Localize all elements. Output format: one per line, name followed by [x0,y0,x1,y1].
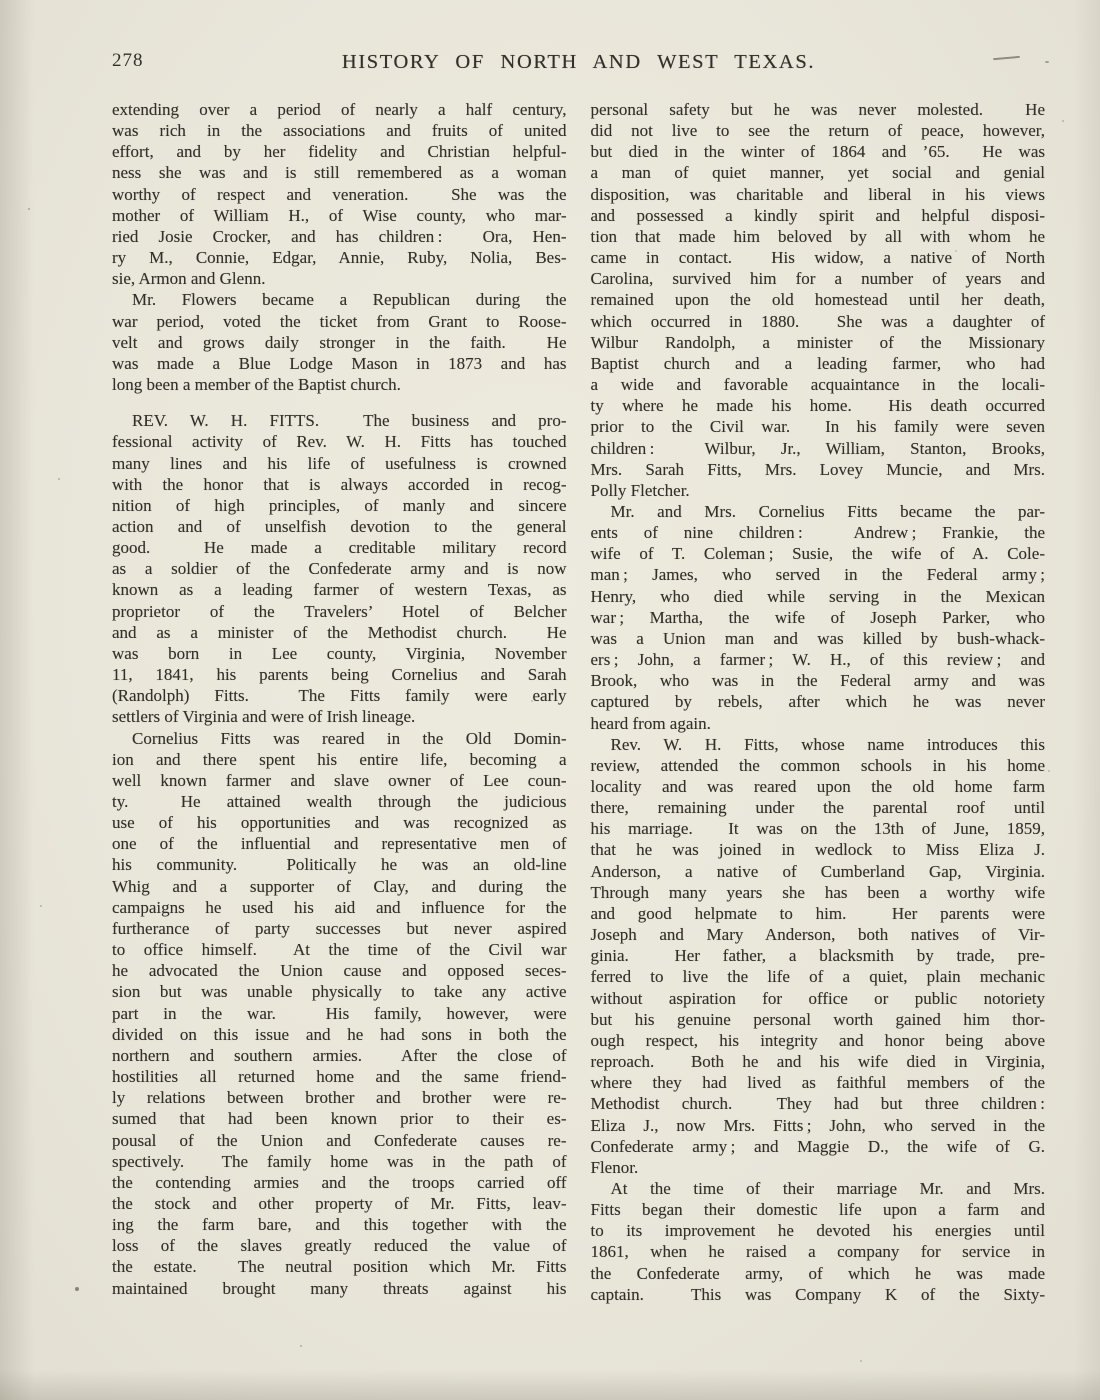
text-line: tion that made him beloved by all with whom he [590,226,1045,246]
text-line: where they had lived as faithful members of the [590,1073,1045,1093]
text-line: REV. W. H. FITTS. The business and pro- [132,411,567,431]
text-line: ried Josie Crocker, and has children : Ora, Hen- [112,226,567,246]
text-columns [112,99,1045,1305]
text-line: a man of quiet manner, yet social and genial [590,163,1045,183]
text-line: to office himself. At the time of the Civil war [112,940,567,960]
paragraph [591,1178,1046,1305]
text-line: ers ; John, a farmer ; W. H., of this review ; and [590,650,1045,670]
text-line: good. He made a creditable military record [112,538,567,558]
paragraph [591,99,1046,501]
text-line: war period, voted the ticket from Grant to Roose- [112,311,567,331]
text-line: Fitts began their domestic life upon a farm and [590,1200,1045,1220]
text-line: hostilities all returned home and the same friend- [112,1067,567,1087]
text-line: proprietor of the Travelers’ Hotel of Belcher [112,601,567,621]
text-line: Eliza J., now Mrs. Fitts ; John, who served in the [590,1115,1045,1135]
text-line: Carolina, survived him for a number of years and [590,269,1045,289]
text-line: disposition, was charitable and liberal in his views [590,184,1045,204]
text-line: Confederate army ; and Maggie D., the wife of G. [590,1136,1045,1156]
text-line: Wilbur Randolph, a minister of the Missionary [590,332,1045,352]
page-number: 278 [112,50,144,71]
text-line: reproach. Both he and his wife died in Virginia, [590,1052,1045,1072]
text-line: sion but was unable physically to take any active [112,982,567,1002]
text-line: with the honor that is always accorded in recog- [112,474,567,494]
text-line: remained upon the old homestead until her death, [590,290,1045,310]
text-line: Rev. W. H. Fitts, whose name introduces this [610,734,1045,754]
text-line: and possessed a kindly spirit and helpful disposi- [590,205,1045,225]
text-line: worthy of respect and veneration. She was the [112,184,567,204]
text-line: ferred to live the life of a quiet, plain mechanic [590,967,1045,987]
text-line: Whig and a supporter of Clay, and during the [112,876,567,896]
running-title: HISTORY OF NORTH AND WEST TEXAS. [341,51,816,73]
text-line: captain. This was Company K of the Sixty- [590,1284,1045,1304]
text-line: children : Wilbur, Jr., William, Stanton, Brooks, [590,438,1045,458]
text-line: known as a leading farmer of western Texas, as [112,580,567,600]
text-line: and as a minister of the Methodist church. He [112,622,567,642]
text-line: extending over a period of nearly a half century, [112,100,567,119]
text-line: Flenor. [590,1157,639,1177]
text-line: 1861, when he raised a company for service in [590,1242,1045,1262]
text-line: campaigns he used his aid and influence for the [112,897,567,917]
text-line: many lines and his life of usefulness is crowned [112,453,567,473]
text-line: there, remaining under the parental roof until [590,798,1045,818]
text-line: Mrs. Sarah Fitts, Mrs. Lovey Muncie, and Mrs. [590,459,1045,479]
text-line: fessional activity of Rev. W. H. Fitts has touched [112,432,567,452]
text-line: mother of William H., of Wise county, who mar- [112,205,567,225]
column-right [591,99,1046,1305]
text-line: locality and was reared upon the old home farm [590,777,1045,796]
text-line: man ; James, who served in the Federal army ; [590,565,1045,585]
text-line: the stock and other property of Mr. Fitts, leav- [112,1193,567,1213]
text-line: was rich in the associations and fruits of united [112,121,567,141]
text-line: action and of unselfish devotion to the general [112,516,567,536]
text-line: Mr. Flowers became a Republican during the [132,290,567,310]
text-line: long been a member of the Baptist church. [112,375,401,395]
text-line: pousal of the Union and Confederate causes re- [112,1130,567,1150]
text-line: his marriage. It was on the 13th of June, 1859, [590,819,1045,839]
text-line: he advocated the Union cause and opposed seces- [112,961,567,981]
text-line: Polly Fletcher. [590,480,690,500]
text-line: 11, 1841, his parents being Cornelius and Sarah [112,665,567,685]
text-line: as a soldier of the Confederate army and is now [112,559,567,579]
text-line: ough respect, his integrity and honor being above [590,1030,1045,1050]
text-line: ion and there spent his entire life, becoming a [112,749,567,769]
text-line: without aspiration for office or public notoriety [590,988,1045,1008]
paragraph [112,410,567,727]
text-line: velt and grows daily stronger in the faith. He [112,332,567,352]
paragraph [112,728,567,1299]
text-line: maintained brought many threats against his [112,1278,567,1298]
text-line: northern and southern armies. After the close of [112,1045,567,1065]
paper-specks-artifact [0,0,2,2]
text-line: settlers of Virginia and were of Irish lineage. [112,707,416,727]
text-line: ents of nine children : Andrew ; Frankie, the [590,523,1045,543]
text-line: that he was joined in wedlock to Miss Eliza J. [590,840,1045,860]
text-line: Brook, who was in the Federal army and was [590,671,1045,691]
text-line: did not live to see the return of peace, however, [590,121,1045,141]
text-line: the estate. The neutral position which Mr. Fitts [112,1257,567,1277]
text-line: ing the farm bare, and this together with the [112,1215,567,1235]
text-line: ginia. Her father, a blacksmith by trade, pre- [590,946,1045,966]
text-line: Through many years she has been a worthy wife [590,882,1045,902]
text-line: his community. Politically he was an old-line [112,855,567,875]
text-line: was made a Blue Lodge Mason in 1873 and has [112,353,567,373]
text-line: the contending armies and the troops carried off [112,1172,567,1192]
column-left [112,99,567,1305]
text-line: spectively. The family home was in the path of [112,1151,567,1171]
text-line: use of his opportunities and was recognized as [112,813,567,833]
text-line: war ; Martha, the wife of Joseph Parker, who [590,607,1045,627]
paragraph [591,734,1046,1178]
text-line: was born in Lee county, Virginia, November [112,643,567,663]
text-line: captured by rebels, after which he was never [590,692,1045,712]
text-line: wife of T. Coleman ; Susie, the wife of A. Cole- [590,544,1045,564]
text-line: Baptist church and a leading farmer, who had [590,353,1045,373]
pencil-dot-artifact [1045,61,1049,63]
text-line: which occurred in 1880. She was a daughter of [590,311,1045,331]
text-line: furtherance of party successes but never aspired [112,918,567,938]
text-line: sie, Armon and Glenn. [112,269,266,289]
text-line: effort, and by her fidelity and Christian helpful- [112,142,567,162]
text-line: loss of the slaves greatly reduced the value of [112,1236,567,1256]
text-line: came in contact. His widow, a native of North [590,248,1045,268]
text-line: review, attended the common schools in his home [590,755,1045,775]
text-line: Joseph and Mary Anderson, both natives of Vir- [590,925,1045,945]
text-line: personal safety but he was never molested. He [590,100,1045,119]
text-line: ty. He attained wealth through the judicious [112,792,567,811]
text-line: ty where he made his home. His death occurred [590,396,1045,416]
text-line: part in the war. His family, however, were [112,1003,567,1023]
text-line: but died in the winter of 1864 and ’65. He was [590,142,1045,162]
text-line: to its improvement he devoted his energies until [590,1221,1045,1241]
text-line: ly relations between brother and brother were re- [112,1088,567,1108]
text-line: and good helpmate to him. Her parents were [590,903,1045,923]
text-line: sumed that had been known prior to their es- [112,1109,567,1129]
text-line: a wide and favorable acquaintance in the locali- [590,375,1045,395]
text-line: Anderson, a native of Cumberland Gap, Virginia. [590,861,1045,881]
text-line: one of the influential and representative men of [112,834,567,854]
text-line: Cornelius Fitts was reared in the Old Domin- [132,728,567,748]
text-line: the Confederate army, of which he was made [590,1263,1045,1283]
paragraph [591,501,1046,734]
text-line: At the time of their marriage Mr. and Mrs. [610,1178,1045,1198]
text-line: Methodist church. They had but three children : [590,1094,1045,1114]
text-line: prior to the Civil war. In his family were seven [590,417,1045,437]
text-line: ness she was and is still remembered as a woman [112,163,567,183]
text-line: nition of high principles, of manly and sincere [112,495,567,515]
text-line: but his genuine personal worth gained him thor- [590,1009,1045,1029]
paragraph [112,99,567,289]
text-line: Mr. and Mrs. Cornelius Fitts became the par- [610,501,1045,521]
text-line: (Randolph) Fitts. The Fitts family were early [112,686,567,706]
text-line: Henry, who died while serving in the Mexican [590,586,1045,606]
text-line: heard from again. [590,713,711,733]
text-line: was a Union man and was killed by bush-whack- [590,628,1045,648]
paragraph [112,289,567,395]
text-line: ry M., Connie, Edgar, Annie, Ruby, Nolia, Bes- [112,248,567,268]
text-line: divided on this issue and he had sons in both the [112,1024,567,1044]
text-line: well known farmer and slave owner of Lee coun- [112,770,567,790]
